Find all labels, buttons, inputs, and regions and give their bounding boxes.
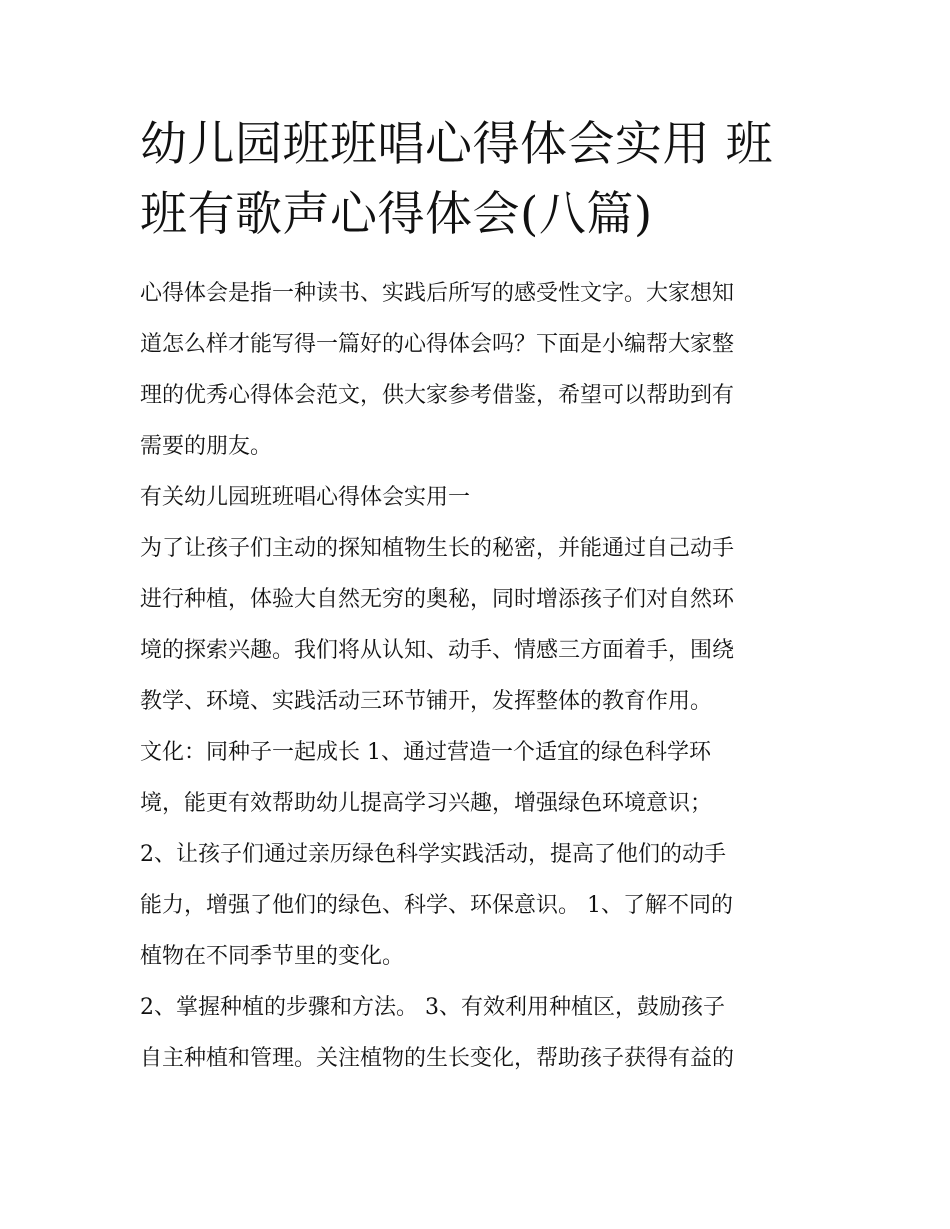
text-line: 道怎么样才能写得一篇好的心得体会吗？下面是小编帮大家整 [140, 332, 735, 357]
title-line: 幼儿园班班唱心得体会实用 班 [140, 117, 773, 172]
text-line: 境的探索兴趣。我们将从认知、动手、情感三方面着手，围绕 [140, 638, 735, 663]
body-paragraph [140, 523, 820, 727]
text-line: 植物在不同季节里的变化。 [140, 944, 405, 969]
section-heading [140, 472, 820, 523]
text-line: 2、掌握种植的步骤和方法。 3、有效利用种植区，鼓励孩子 [140, 995, 725, 1020]
text-line: 心得体会是指一种读书、实践后所写的感受性文字。大家想知 [140, 281, 735, 306]
text-line: 需要的朋友。 [140, 434, 273, 459]
document-page [140, 110, 820, 1084]
text-line: 境，能更有效帮助幼儿提高学习兴趣，增强绿色环境意识； [140, 791, 713, 816]
body-paragraph [140, 829, 820, 982]
text-line: 理的优秀心得体会范文，供大家参考借鉴，希望可以帮助到有 [140, 383, 735, 408]
title-line: 班有歌声心得体会(八篇) [140, 187, 653, 242]
text-line: 自主种植和管理。关注植物的生长变化，帮助孩子获得有益的 [140, 1046, 735, 1071]
intro-paragraph [140, 268, 820, 472]
text-line: 文化：同种子一起成长 1、通过营造一个适宜的绿色科学环 [140, 740, 711, 765]
document-title [140, 110, 820, 250]
text-line: 有关幼儿园班班唱心得体会实用一 [140, 485, 471, 510]
body-paragraph [140, 982, 820, 1084]
text-line: 进行种植，体验大自然无穷的奥秘，同时增添孩子们对自然环 [140, 587, 735, 612]
text-line: 为了让孩子们主动的探知植物生长的秘密，并能通过自己动手 [140, 536, 735, 561]
text-line: 2、让孩子们通过亲历绿色科学实践活动，提高了他们的动手 [140, 842, 726, 867]
body-paragraph [140, 727, 820, 829]
text-line: 教学、环境、实践活动三环节铺开，发挥整体的教育作用。 [140, 689, 713, 714]
text-line: 能力，增强了他们的绿色、科学、环保意识。 1、了解不同的 [140, 893, 733, 918]
document-body [140, 268, 820, 1084]
